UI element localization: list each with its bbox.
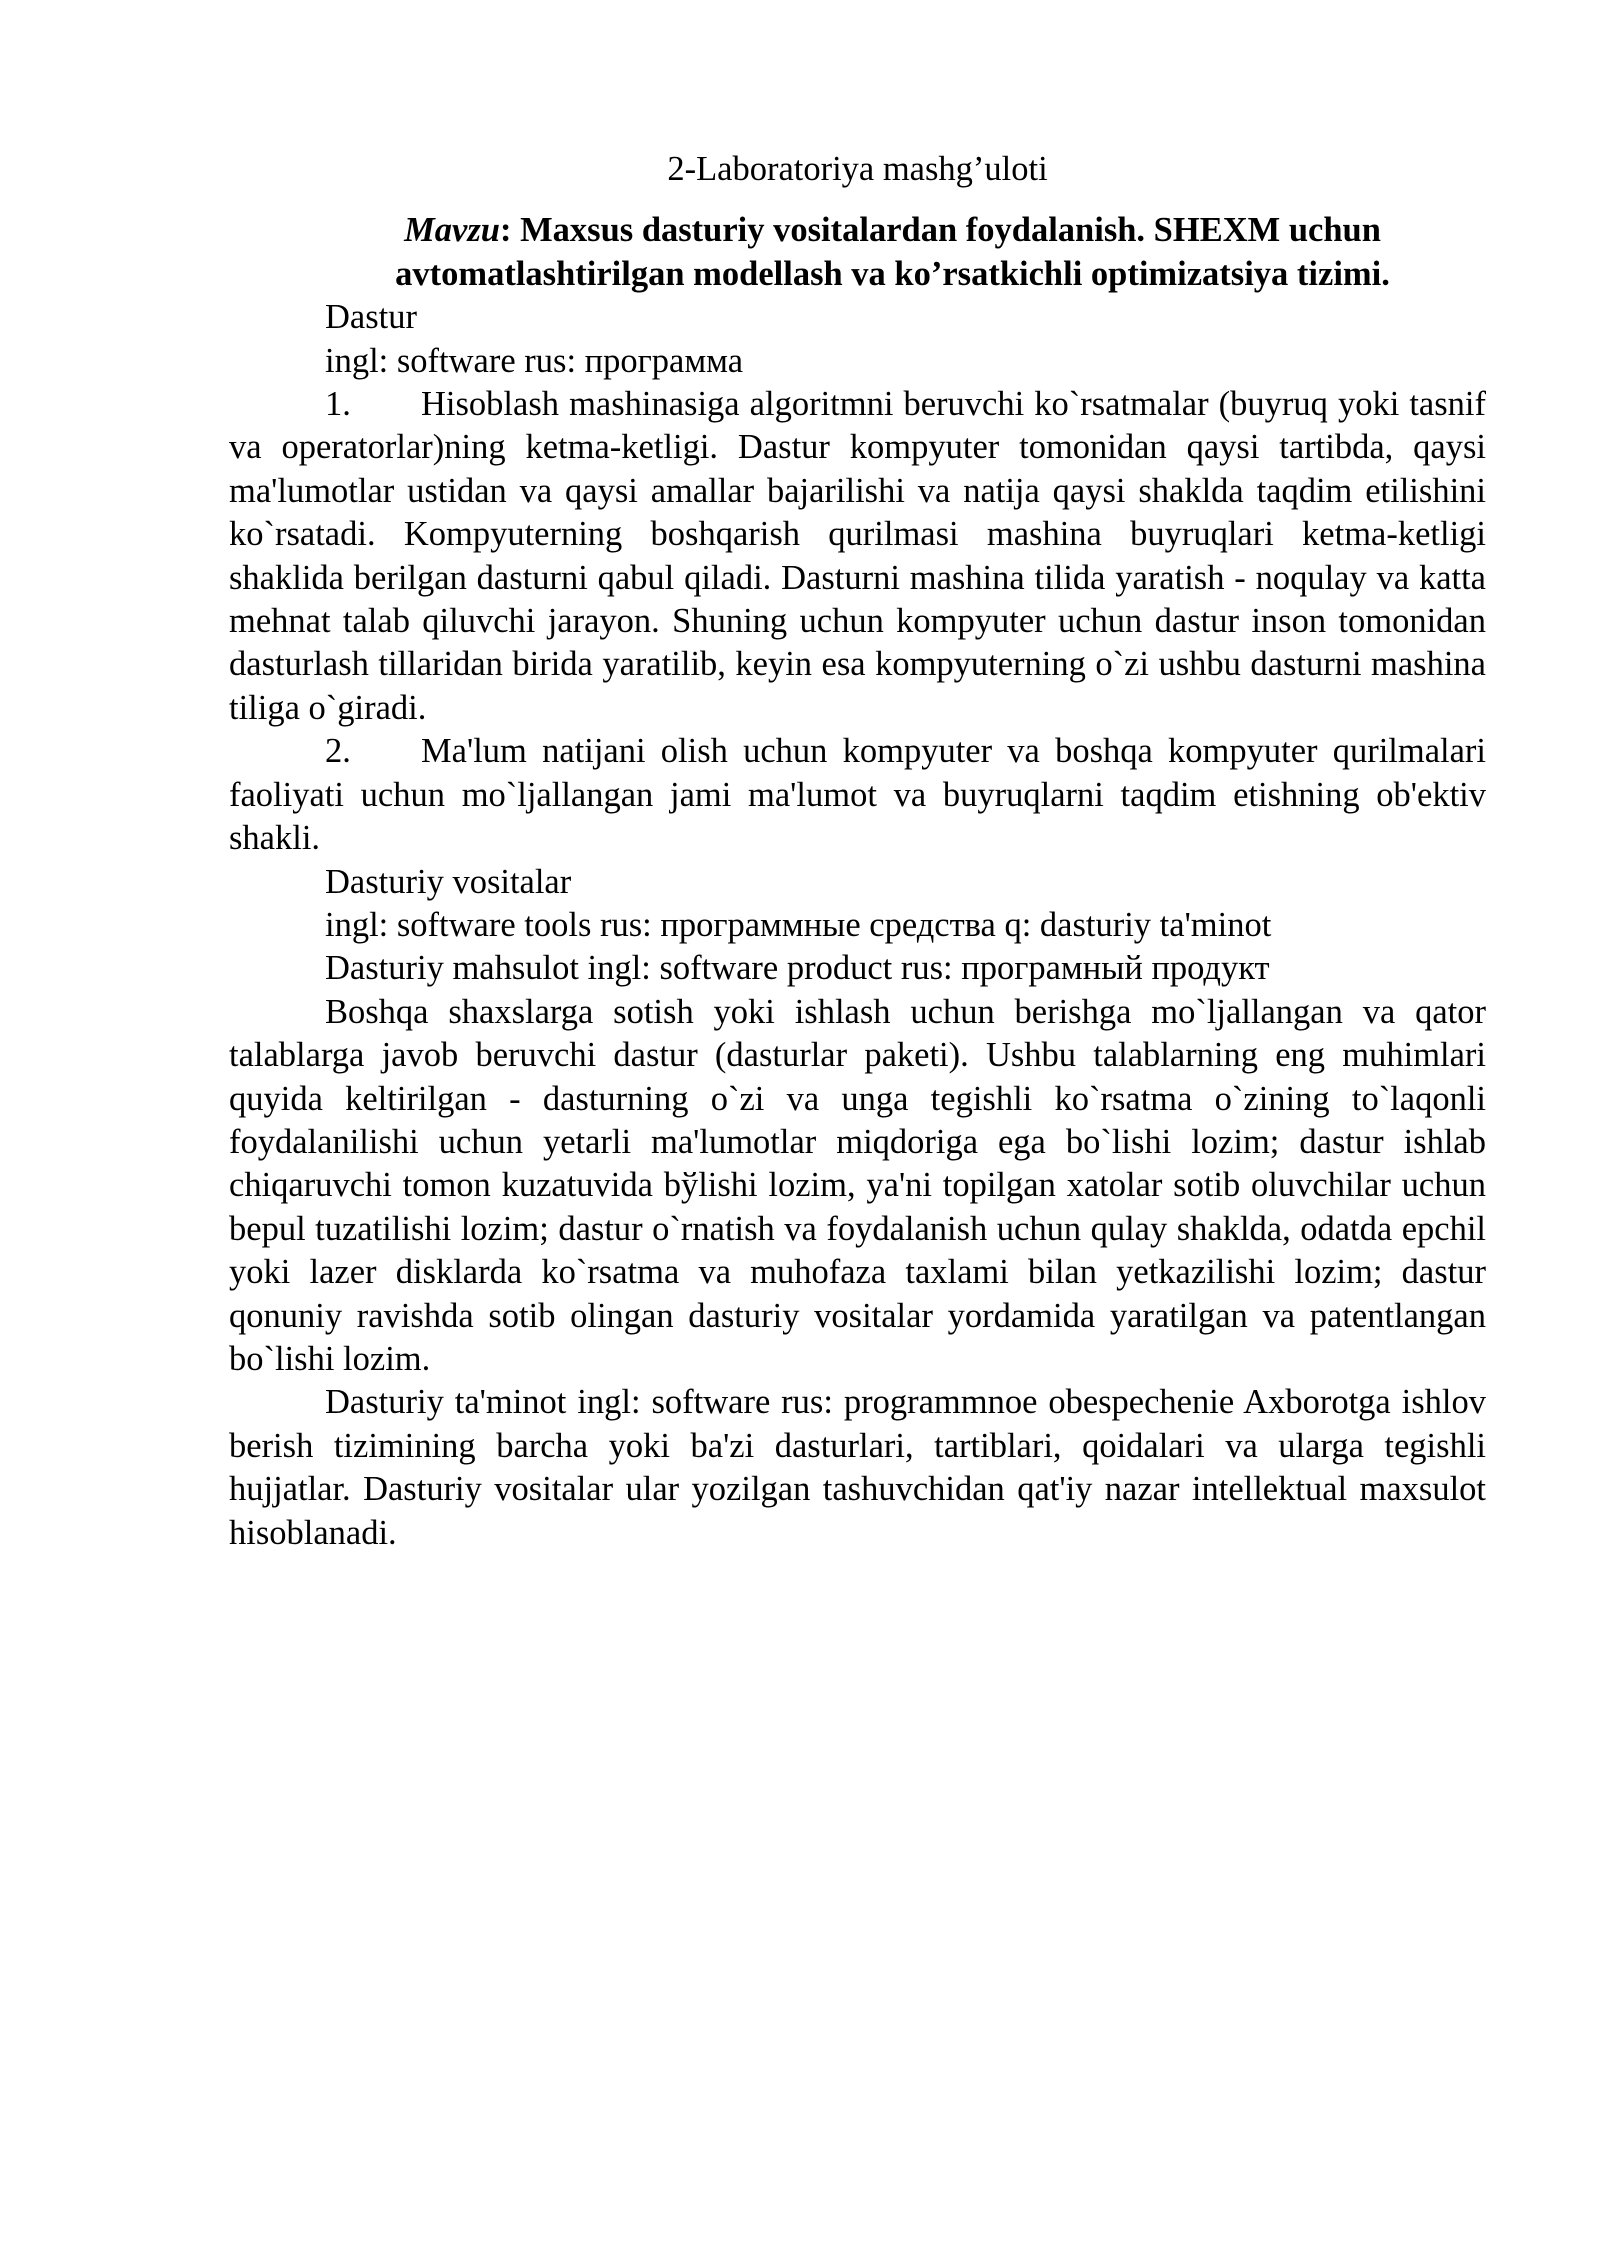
definition-item <box>229 730 1486 860</box>
topic-colon: : <box>499 211 512 250</box>
topic-label: Mavzu <box>404 211 500 250</box>
term-dastur-translation: ingl: software rus: программа <box>325 341 744 380</box>
definition-number: 1. <box>325 385 351 424</box>
definition-item <box>229 383 1486 730</box>
definition-text: Hisoblash mashinasiga algoritmni beruvchi ko`rsatmalar (buyruq yoki tasnif va operatorlar)ning ketma-ketligi. Dastur kompyuter tomonidan qaysi tartibda, qaysi ma'lumotlar ustidan va qaysi amallar bajarilishi va natija qaysi shaklda taqdim etilishini ko`rsatadi. Kompyuterning boshqarish qurilmasi mashina buyruqlari ketma-ketligi shaklida berilgan dasturni qabul qiladi. Dasturni mashina tilida yaratish - noqulay va katta mehnat talab qiluvchi jarayon. Shuning uchun kompyuter uchun dastur inson tomonidan dasturlash tillaridan birida yaratilib, keyin esa kompyuterning o`zi ushbu dasturni mashina tiliga o`giradi. <box>229 385 1486 727</box>
term-dastur-heading: Dastur <box>325 298 417 337</box>
term-vositalar-translation: ingl: software tools rus: программные средства q: dasturiy ta'minot <box>325 905 1272 944</box>
paragraph-software: Dasturiy ta'minot ingl: software rus: programmnoe obespechenie Axborotga ishlov berish tizimining barcha yoki ba'zi dasturlari, tartiblari, qoidalari va ularga tegishli hujjatlar. Dasturiy vositalar ular yozilgan tashuvchidan qat'iy nazar intellektual maxsulot hisoblanadi. <box>229 1383 1486 1552</box>
paragraph-product: Boshqa shaxslarga sotish yoki ishlash uchun berishga mo`ljallangan va qator talablarga javob beruvchi dastur (dasturlar paketi). Ushbu talablarning eng muhimlari quyida keltirilgan - dasturning o`zi va unga tegishli ko`rsatma o`zining to`laqonli foydalanilishi uchun yetarli ma'lumotlar miqdoriga ega bo`lishi lozim; dastur ishlab chiqaruvchi tomon kuzatuvida bўlishi lozim, ya'ni topilgan xatolar sotib oluvchilar uchun bepul tuzatilishi lozim; dastur o`rnatish va foydalanish uchun qulay shaklda, odatda epchil yoki lazer disklarda ko`rsatma va muhofaza taxlami bilan yetkazilishi lozim; dastur qonuniy ravishda sotib olingan dasturiy vositalar yordamida yaratilgan va patentlangan bo`lishi lozim. <box>229 992 1486 1378</box>
topic-heading <box>229 209 1486 296</box>
topic-text: Maxsus dasturiy vositalardan foydalanish. SHEXM uchun avtomatlashtirilgan modellash va ko’rsatkichli optimizatsiya tizimi. <box>395 211 1390 293</box>
term-vositalar-heading: Dasturiy vositalar <box>325 862 572 901</box>
document-body <box>229 148 1486 1555</box>
definition-text: Ma'lum natijani olish uchun kompyuter va boshqa kompyuter qurilmalari faoliyati uchun mo`ljallangan jami ma'lumot va buyruqlarni taqdim etishning ob'ektiv shakli. <box>229 732 1486 858</box>
term-mahsulot-heading: Dasturiy mahsulot ingl: software product rus: програмный продукт <box>325 949 1270 988</box>
definition-number: 2. <box>325 732 351 771</box>
lab-title: 2-Laboratoriya mashg’uloti <box>667 150 1048 188</box>
